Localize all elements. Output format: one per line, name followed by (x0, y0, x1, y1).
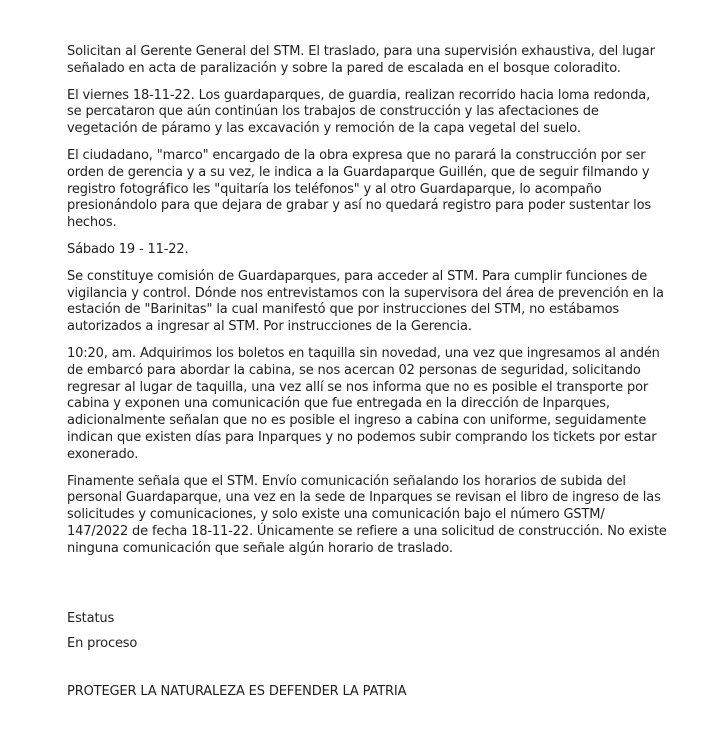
document-body (67, 44, 667, 568)
paragraph-request: Solicitan al Gerente General del STM. El traslado, para una supervisión exhaustiva, del lugar señalado en acta de paralización y sobre la pared de escalada en el bosque coloradito. (67, 44, 655, 76)
status-value: En proceso (67, 635, 138, 651)
paragraph-conclusion: Finamente señala que el STM. Envío comunicación señalando los horarios de subida del personal Guardaparque, una vez en la sede de Inparques se revisan el libro de ingreso de las solicitudes y comunicaciones, y solo existe una comunicación bajo el número GSTM/ 147/2022 de fecha 18-11-22. Únicamente se refiere a una solicitud de construcción. No existe ninguna comunicación que señale algún horario de traslado. (67, 473, 667, 556)
status-label: Estatus (67, 611, 115, 626)
paragraph-ticket-incident: 10:20, am. Adquirimos los boletos en taquilla sin novedad, una vez que ingresamos al andén de embarcó para abordar la cabina, se nos acercan 02 personas de seguridad, solicitando regresar al lugar de taquilla, una vez allí se nos informa que no es posible el transporte por cabina y exponen una comunicación que fue entregada en la dirección de Inparques, adicionalmente señalan que no es posible el ingreso a cabina con uniforme, seguidamente indican que existen días para Inparques y no podemos subir comprando los tickets por estar exonerado. (67, 345, 660, 462)
paragraph-commission: Se constituye comisión de Guardaparques, para acceder al STM. Para cumplir funciones de vigilancia y control. Dónde nos entrevistamos con la supervisora del área de prevención en la estación de "Barinitas" la cual manifestó que por instrucciones del STM, no estábamos autorizados a ingresar al STM. Por instrucciones de la Gerencia. (67, 268, 664, 335)
paragraph-citizen-statement: El ciudadano, "marco" encargado de la obra expresa que no parará la construcción por ser orden de gerencia y a su vez, le indica a la Guardaparque Guillén, que de seguir filmando y registro fotográfico les "quitaría los teléfonos" y al otro Guardaparque, lo acompaño presionándolo para que dejara de grabar y así no quedará registro para poder sustentar los hechos. (67, 147, 652, 231)
status-section (67, 611, 137, 653)
paragraph-saturday-date: Sábado 19 - 11-22. (67, 241, 189, 257)
paragraph-friday-report: El viernes 18-11-22. Los guardaparques, de guardia, realizan recorrido hacia loma redonda, se percataron que aún continúan los trabajos de construcción y las afectaciones de vegetación de páramo y las excavación y remoción de la capa vegetal del suelo. (67, 87, 651, 137)
footer-motto: PROTEGER LA NATURALEZA ES DEFENDER LA PATRIA (67, 684, 407, 699)
